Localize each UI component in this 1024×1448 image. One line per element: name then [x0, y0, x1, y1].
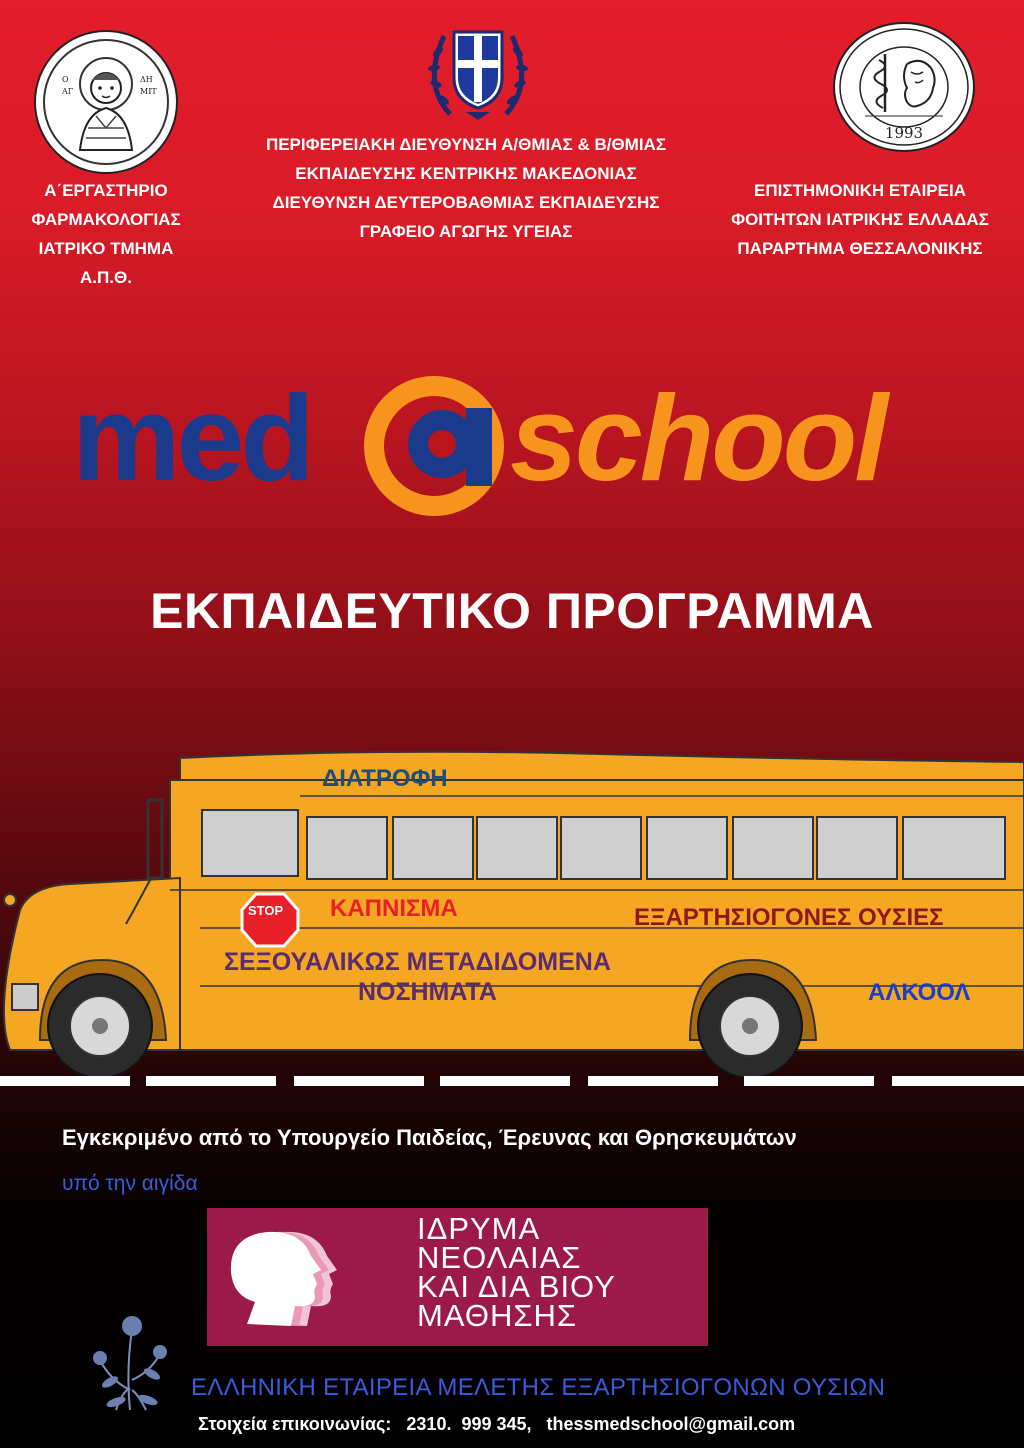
front-wheel-icon	[48, 974, 152, 1078]
brand-at-icon	[362, 370, 512, 530]
foundation-name	[417, 1211, 616, 1333]
poppy-plant-icon	[86, 1310, 176, 1414]
profile-heads-icon	[219, 1222, 359, 1332]
society-name: ΕΛΛΗΝΙΚΗ ΕΤΑΙΡΕΙΑ ΜΕΛΕΤΗΣ ΕΞΑΡΤΗΣΙΟΓΟΝΩΝ ΟΥΣΙΩΝ	[191, 1374, 886, 1401]
foundation-line: ΜΑΘΗΣΗΣ	[417, 1298, 578, 1333]
youth-foundation-logo	[207, 1208, 708, 1346]
topic-smoking: ΚΑΠΝΙΣΜΑ	[330, 895, 458, 922]
foundation-line: ΚΑΙ ΔΙΑ ΒΙΟΥ	[417, 1269, 616, 1304]
road-dash	[744, 1076, 874, 1086]
brand-school: school	[510, 370, 886, 506]
header-right-line: ΕΠΙΣΤΗΜΟΝΙΚΗ ΕΤΑΙΡΕΙΑ	[753, 181, 966, 200]
auth-seal-logo	[34, 30, 178, 174]
topic-substances: ΕΞΑΡΤΗΣΙΟΓΟΝΕΣ ΟΥΣΙΕΣ	[634, 904, 944, 931]
greek-coat-of-arms-icon	[420, 12, 536, 128]
foundation-line: ΙΔΡΥΜΑ	[417, 1211, 541, 1246]
topic-alcohol: ΑΛΚΟΟΛ	[868, 979, 971, 1006]
road-dash	[146, 1076, 276, 1086]
header-left-line: Α΄ΕΡΓΑΣΤΗΡΙΟ	[44, 181, 168, 200]
header-left-line: ΦΑΡΜΑΚΟΛΟΓΙΑΣ	[31, 210, 181, 229]
svg-text:ΑΓ: ΑΓ	[62, 87, 74, 96]
topic-std-line2: ΝΟΣΗΜΑΤΑ	[358, 978, 497, 1006]
rear-wheel-icon	[698, 974, 802, 1078]
header-right-text	[700, 176, 1020, 263]
society-year: 1993	[884, 124, 924, 142]
brand-med: med	[72, 370, 311, 506]
svg-text:ΜΙΤ: ΜΙΤ	[140, 87, 157, 96]
bus-windows	[306, 816, 1006, 880]
road-dash	[0, 1076, 130, 1086]
header-right-line: ΦΟΙΤΗΤΩΝ ΙΑΤΡΙΚΗΣ ΕΛΛΑΔΑΣ	[731, 210, 989, 229]
stop-sign-label: STOP	[248, 903, 284, 918]
road-dash	[294, 1076, 424, 1086]
header-left-line: Α.Π.Θ.	[80, 268, 132, 287]
header-center-line: ΔΙΕΥΘΥΝΣΗ ΔΕΥΤΕΡΟΒΑΘΜΙΑΣ ΕΚΠΑΙΔΕΥΣΗΣ	[272, 193, 660, 212]
header-center-line: ΕΚΠΑΙΔΕΥΣΗΣ ΚΕΝΤΡΙΚΗΣ ΜΑΚΕΔΟΝΙΑΣ	[295, 164, 637, 183]
svg-text:ΔΗ: ΔΗ	[140, 75, 153, 84]
saint-portrait-icon	[36, 32, 176, 172]
header-center-line: ΓΡΑΦΕΙΟ ΑΓΩΓΗΣ ΥΓΕΙΑΣ	[359, 222, 573, 241]
header-left-line: ΙΑΤΡΙΚΟ ΤΜΗΜΑ	[38, 239, 174, 258]
road-dash	[588, 1076, 718, 1086]
header-left-text	[6, 176, 206, 292]
road-dash	[440, 1076, 570, 1086]
foundation-line: ΝΕΟΛΑΙΑΣ	[417, 1240, 582, 1275]
header-right-line: ΠΑΡΑΡΤΗΜΑ ΘΕΣΣΑΛΟΝΙΚΗΣ	[737, 239, 983, 258]
program-title: ΕΚΠΑΙΔΕΥΤΙΚΟ ΠΡΟΓΡΑΜΜΑ	[150, 583, 874, 639]
svg-text:Ο: Ο	[62, 75, 69, 84]
contact-info: Στοιχεία επικοινωνίας: 2310. 999 345, thessmedschool@gmail.com	[198, 1414, 796, 1434]
medical-students-society-logo	[833, 22, 975, 152]
ministry-approval-text: Εγκεκριμένο από το Υπουργείο Παιδείας, Έρευνας και Θρησκευμάτων	[62, 1125, 797, 1150]
aegis-text: υπό την αιγίδα	[62, 1172, 198, 1195]
topic-nutrition: ΔΙΑΤΡΟΦΗ	[322, 765, 448, 792]
medschool-logo	[70, 370, 960, 540]
header-center-text	[212, 130, 720, 246]
road-dash	[892, 1076, 1024, 1086]
header-center-line: ΠΕΡΙΦΕΡΕΙΑΚΗ ΔΙΕΥΘΥΝΣΗ Α/ΘΜΙΑΣ & Β/ΘΜΙΑΣ	[265, 135, 667, 154]
topic-std-line1: ΣΕΞΟΥΑΛΙΚΩΣ ΜΕΤΑΔΙΔΟΜΕΝΑ	[224, 948, 611, 976]
